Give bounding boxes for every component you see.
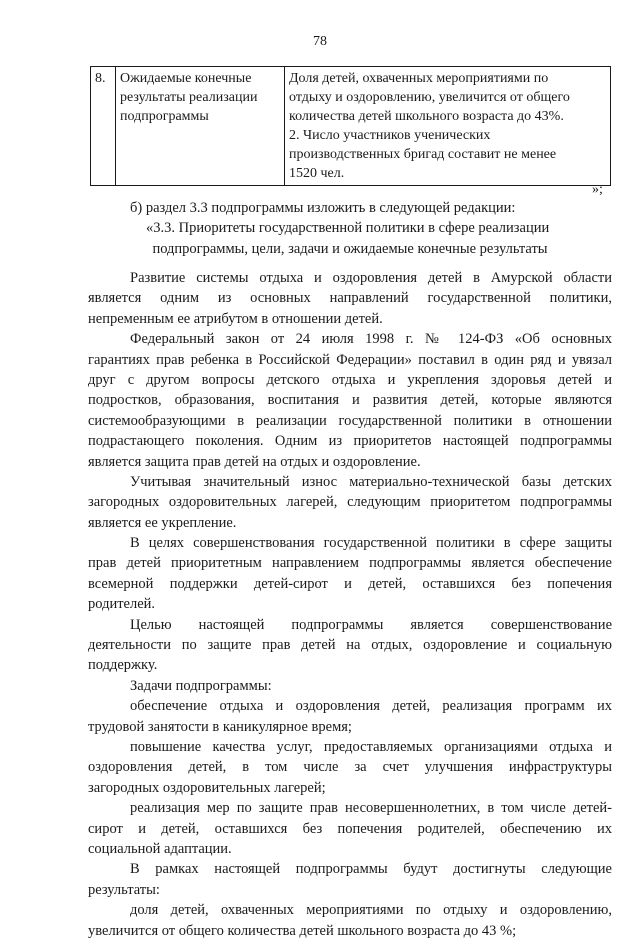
- body-line: В целях совершенствования государственной политики в сфере защиты: [130, 535, 612, 552]
- value-line: Доля детей, охваченных мероприятиями по: [289, 71, 549, 86]
- value-line: 2. Число участников ученических: [289, 128, 491, 143]
- label-line: подпрограммы: [120, 109, 209, 124]
- value-line: отдыху и оздоровлению, увеличится от общего: [289, 90, 570, 105]
- row-number-cell: 8.: [91, 67, 116, 186]
- body-line: является одним из основных направлений государственной политики,: [88, 290, 612, 307]
- body-line: является ее укрепление.: [88, 514, 237, 531]
- body-line: реализация мер по защите прав несовершеннолетних, в том числе детей-: [130, 800, 612, 817]
- body-line: увеличится от общего количества детей школьного возраста до 43 %;: [88, 922, 517, 939]
- value-line: 1520 чел.: [289, 166, 345, 181]
- body-line: всемерной поддержки детей-сирот и детей, оставшихся без попечения: [88, 575, 612, 592]
- section-heading-line: «3.3. Приоритеты государственной политики в сфере реализации: [146, 220, 550, 237]
- body-line: подростков, образования, воспитания и развития детей, которые являются: [88, 392, 612, 409]
- body-line: загородных оздоровительных лагерей;: [88, 779, 326, 796]
- body-line: Целью настоящей подпрограммы является совершенствование: [130, 616, 612, 633]
- value-line: производственных бригад составит не менее: [289, 147, 557, 162]
- body-line: поддержку.: [88, 657, 158, 674]
- body-line: оздоровления детей, в том числе за счет улучшения инфраструктуры: [88, 759, 612, 776]
- label-line: Ожидаемые конечные: [120, 71, 252, 86]
- body-text: [88, 268, 612, 941]
- body-line: гарантиях прав ребенка в Российской Федерации» поставил в один ряд и увязал: [88, 351, 612, 368]
- body-line: является защита прав детей на отдых и оздоровление.: [88, 453, 421, 470]
- label-line: результаты реализации: [120, 90, 258, 105]
- body-line: обеспечение отдыха и оздоровления детей, реализация программ их: [130, 698, 612, 715]
- results-table: [90, 66, 611, 186]
- body-line: доля детей, охваченных мероприятиями по отдыху и оздоровлению,: [130, 902, 612, 919]
- body-line: прав детей приоритетным направлением подпрограммы является обеспечение: [88, 555, 612, 572]
- body-line: Развитие системы отдыха и оздоровления детей в Амурской области: [130, 270, 612, 286]
- table-row: [91, 67, 611, 186]
- closing-quote: »;: [592, 182, 603, 197]
- label-cell: [116, 67, 285, 186]
- body-line: загородных оздоровительных лагерей, следующим приоритетом подпрограммы: [88, 494, 612, 511]
- body-line: системообразующими в реализации государственной политики в отношении: [88, 412, 612, 429]
- value-cell: [285, 67, 611, 186]
- body-line: социальной адаптации.: [88, 840, 232, 857]
- body-line: Задачи подпрограммы:: [130, 677, 272, 694]
- value-line: количества детей школьного возраста до 43%.: [289, 109, 564, 124]
- section-heading-line: подпрограммы, цели, задачи и ожидаемые конечные результаты: [152, 240, 548, 257]
- body-line: родителей.: [88, 596, 156, 613]
- body-line: трудовой занятости в каникулярное время;: [88, 718, 352, 735]
- body-line: Федеральный закон от 24 июля 1998 г. № 124-ФЗ «Об основных: [130, 331, 612, 348]
- section-intro: б) раздел 3.3 подпрограммы изложить в следующей редакции:: [130, 200, 516, 216]
- body-line: непременным ее атрибутом в отношении детей.: [88, 310, 383, 327]
- body-line: повышение качества услуг, предоставляемых организациями отдыха и: [130, 738, 612, 755]
- body-line: Учитывая значительный износ материально-технической базы детских: [130, 473, 612, 490]
- page-number: 78: [313, 34, 327, 49]
- body-line: результаты:: [88, 881, 160, 898]
- body-line: подрастающего поколения. Одним из приоритетов настоящей подпрограммы: [88, 433, 612, 450]
- body-line: В рамках настоящей подпрограммы будут достигнуты следующие: [130, 861, 612, 878]
- section-intro-block: [88, 198, 612, 259]
- body-line: друг с другом вопросы детского отдыха и укрепления здоровья детей и: [88, 371, 612, 388]
- body-line: деятельности по защите прав детей на отдых, оздоровление и социальную: [88, 637, 612, 654]
- body-line: сирот и детей, оставшихся без попечения родителей, обеспечению их: [88, 820, 612, 837]
